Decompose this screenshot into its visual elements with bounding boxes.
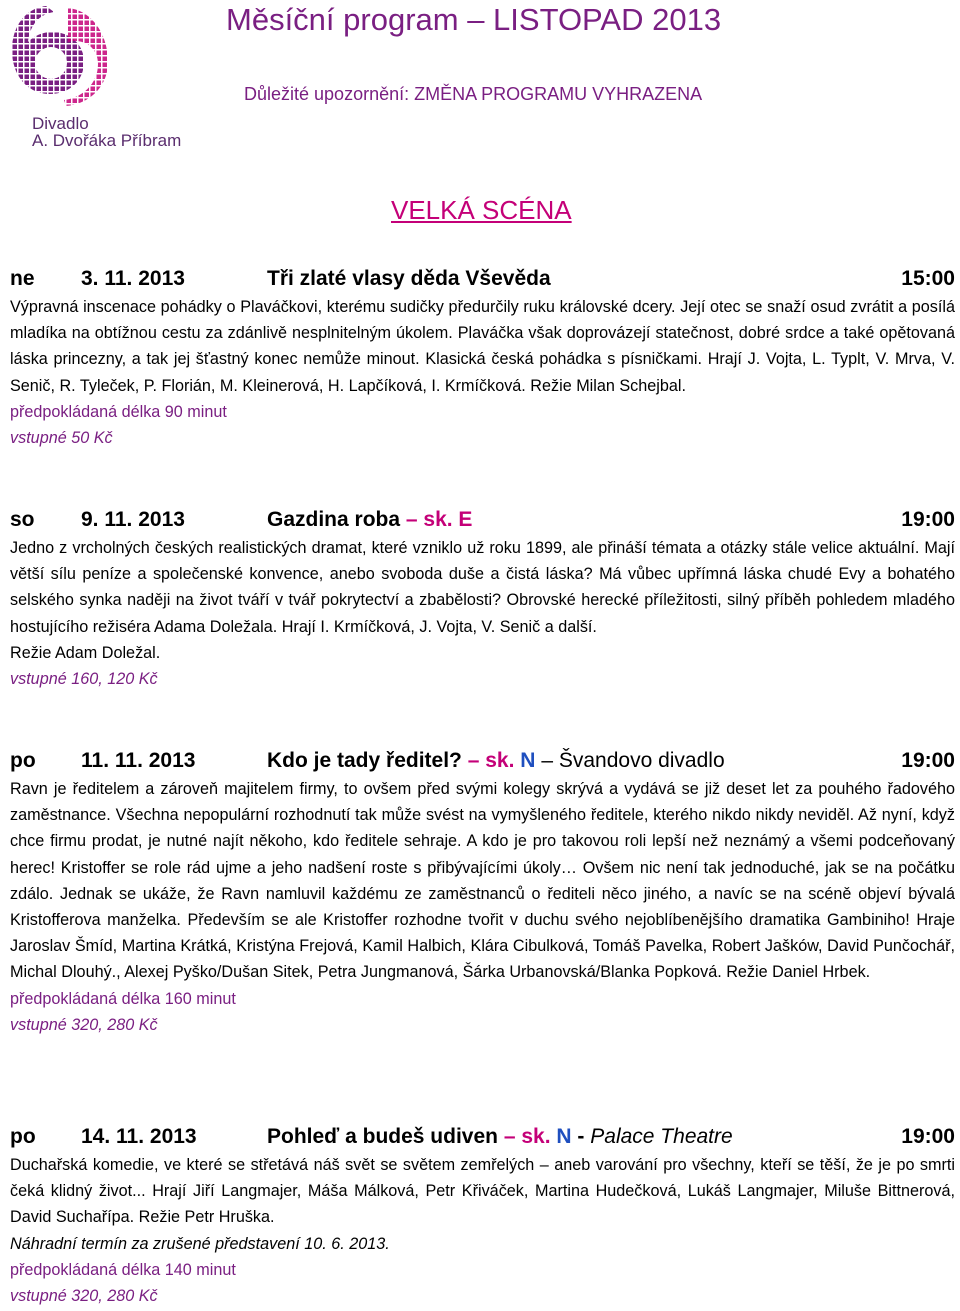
event-header [10,505,955,535]
event-day: so [10,508,35,531]
replacement-date-note: Náhradní termín za zrušené představení 10. 6. 2013. [10,1234,390,1253]
event-title: Pohleď a budeš udiven [267,1125,498,1148]
event-date: 11. 11. 2013 [81,749,196,772]
event-venue: Švandovo divadlo [558,749,725,772]
event-header [10,1122,955,1152]
subscription-prefix: sk. [521,1125,551,1148]
event-day: po [10,749,36,772]
event-3 [10,746,955,1038]
event-header [10,264,955,294]
page-title: Měsíční program – LISTOPAD 2013 [226,2,722,37]
event-dash: – [503,1125,516,1148]
event-title-group [267,746,725,776]
venue-dash: - [577,1125,585,1148]
theatre-logo-mark [6,2,116,114]
event-length: předpokládaná délka 160 minut [10,989,236,1008]
subscription-letter: N [520,749,536,772]
event-title: Kdo je tady ředitel? [267,749,462,772]
event-day: ne [10,267,35,290]
event-price: vstupné 50 Kč [10,429,113,448]
event-date: 3. 11. 2013 [81,267,185,290]
event-price: vstupné 320, 280 Kč [10,1287,158,1306]
theatre-logo [6,2,196,152]
event-length: předpokládaná délka 90 minut [10,402,227,421]
event-header [10,746,955,776]
event-time: 15:00 [901,267,955,290]
event-price: vstupné 320, 280 Kč [10,1015,158,1034]
event-description: Výpravná inscenace pohádky o Plaváčkovi, kterému sudičky předurčily ruku královské dcery. Její otec se snaží osud zvrátit a posílá mladíka na obtížnou cestu za zdánlivě nesplnitelným úkolem. Plaváčka však doprovázejí statečnost, dobré srdce a také opětovaná láska princezny, a tak jej šťastný konec nemůže minout. Klasická česká pohádka s písničkami. Hrají J. Vojta, L. Typlt, V. Mrva, V. Senič, R. Tyleček, P. Florián, M. Kleinerová, H. Lapčíková, I. Krmíčková. Režie Milan Schejbal. [10,298,955,395]
event-director: Režie Adam Doležal. [10,643,161,662]
venue-dash: – [541,749,553,772]
subscription-prefix: sk. [485,749,515,772]
event-title-group [267,1122,733,1152]
event-time: 19:00 [901,1125,955,1148]
subscription-letter: N [556,1125,572,1148]
logo-line-1: Divadlo [32,114,89,133]
event-day: po [10,1125,36,1148]
event-description: Ravn je ředitelem a zároveň majitelem firmy, to ovšem před svými kolegy skrývá a vydává se již deset let za pouhého řadového zaměstnance. Všechna nepopulární rozhodnutí tak může svést na vymyšleného ředitele, kterého nikdo nikdy neviděl. Až nyní, když chce firmu prodat, je nutné najít někoho, kdo ředitele sehraje. A kdo je pro takovou roli lepší než neznámý a všemi podceňovaný herec! Kristoffer se role rád ujme a jeho nadšení roste s přibývajícími úkoly… Ovšem nic není tak jednoduché, jak se na počátku zdálo. Jednak se ukáže, že Ravn namluvil každému ze zaměstnanců o řediteli něco jiného, a navíc se na scéně objeví bývalá Kristofferova manželka. Především se ale Kristoffer rozhodne tvořit v duchu svého nejoblíbenějšího dramatika Gambiniho! Hraje Jaroslav Šmíd, Martina Krátká, Kristýna Frejová, Kamil Halbich, Klára Cibulková, Tomáš Pavelka, Robert Jašków, David Punčochář, Michal Dlouhý., Alexej Pyško/Dušan Sitek, Petra Jungmanová, Šárka Urbanovská/Blanka Popková. Režie Daniel Hrbek. [10,780,955,982]
event-date: 14. 11. 2013 [81,1125,197,1148]
event-price: vstupné 160, 120 Kč [10,670,158,689]
event-dash: – [467,749,480,772]
event-4 [10,1122,955,1309]
event-length: předpokládaná délka 140 minut [10,1260,236,1279]
event-description: Jedno z vrcholných českých realistických dramat, které vzniklo už roku 1899, ale přináší témata a otázky stále velice aktuální. Mají větší sílu peníze a společenské konvence, anebo svoboda duše a čistá láska? Má vůbec upřímná láska chudé Evy a bohatého selského synka naději na život tváří v tvář pokrytectví a zbabělosti? Obrovské herecké příležitosti, silný příběh pohledem mladého hostujícího režiséra Adama Doležala. Hrají I. Krmíčková, J. Vojta, V. Senič a další. [10,539,955,636]
subscription-label: sk. E [423,508,473,531]
logo-text [32,115,181,149]
event-description: Duchařská komedie, ve které se střetává náš svět se světem zemřelých – aneb varování pro všechny, kteří se těší, že je po smrti čeká klidný život... Hrají Jiří Langmajer, Máša Málková, Petr Křiváček, Martina Hudečková, Lukáš Langmajer, Miluše Bittnerová, David Suchařípa. Režie Petr Hruška. [10,1156,955,1227]
event-title: Gazdina roba [267,508,401,531]
event-date: 9. 11. 2013 [81,508,185,531]
event-1 [10,264,955,451]
event-title: Tři zlaté vlasy děda Vševěda [267,267,551,290]
program-change-notice: Důležité upozornění: ZMĚNA PROGRAMU VYHRAZENA [244,84,703,104]
event-venue: Palace Theatre [590,1125,733,1148]
event-2 [10,505,955,692]
logo-line-2: A. Dvořáka Příbram [32,131,182,150]
scene-title: VELKÁ SCÉNA [391,195,572,225]
event-time: 19:00 [901,749,955,772]
event-time: 19:00 [901,508,955,531]
event-dash: – [405,508,418,531]
event-title-group [267,505,472,535]
